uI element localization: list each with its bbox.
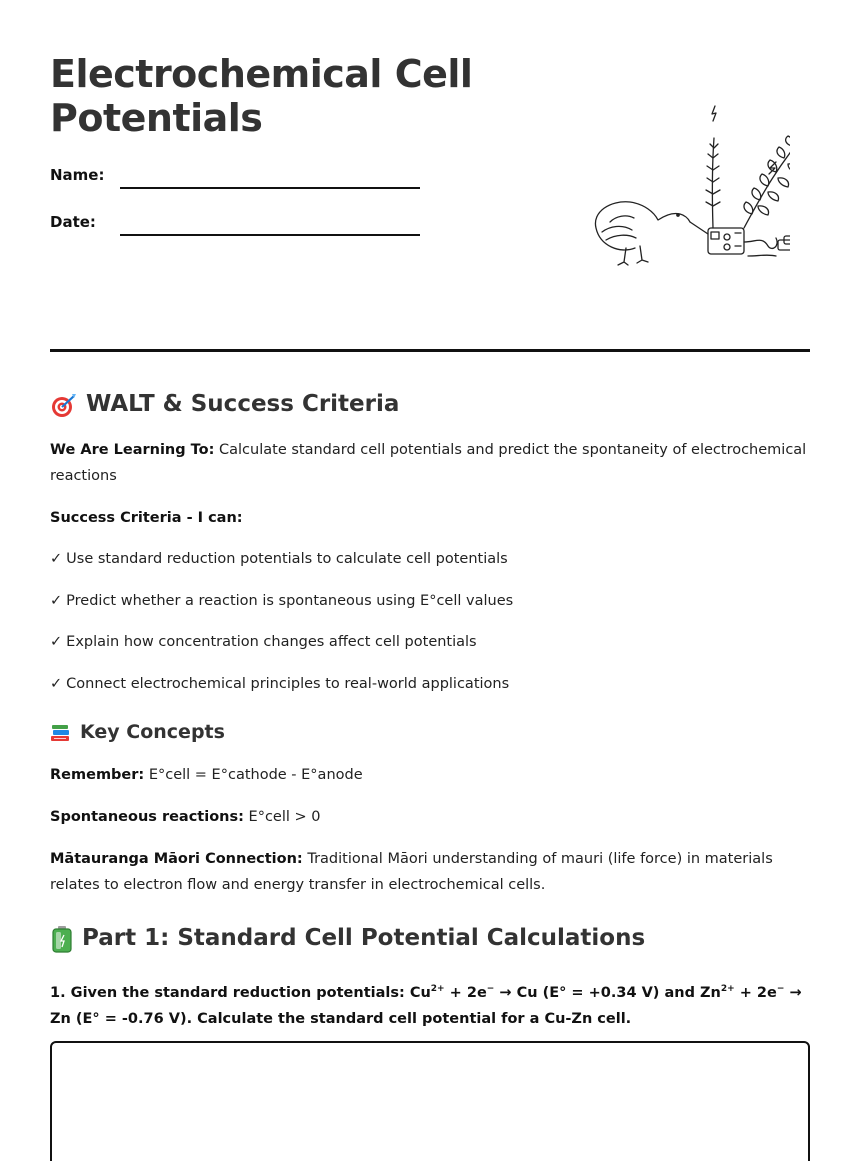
criteria-item <box>50 588 810 614</box>
date-field[interactable] <box>50 213 430 237</box>
question-text: Given the standard reduction potentials: Cu <box>70 984 431 1001</box>
answer-box[interactable] <box>50 1041 810 1161</box>
question-text: + 2e <box>444 984 487 1001</box>
remember-label: Remember: <box>50 767 145 783</box>
question-text: → Zn (E° = -0.76 V). Calculate the standard cell potential for a Cu-Zn cell. <box>50 984 802 1027</box>
key-concepts-heading <box>50 719 225 745</box>
name-label: Name: <box>50 166 105 184</box>
question-1 <box>50 976 810 1032</box>
maori-text: Traditional Māori understanding of mauri (life force) in materials relates to electron flow and energy transfer in electrochemical cells. <box>50 851 773 893</box>
maori-label: Mātauranga Māori Connection: <box>50 851 303 867</box>
spontaneous-label: Spontaneous reactions: <box>50 809 244 825</box>
success-criteria-label-text: Success Criteria - I can: <box>50 510 243 526</box>
key-concepts-heading-text: Key Concepts <box>80 721 225 743</box>
criteria-item <box>50 671 810 697</box>
walt-statement <box>50 437 810 489</box>
checkmark-icon: ✓ <box>50 551 63 567</box>
spontaneous-line <box>50 804 810 830</box>
remember-text: E°cell = E°cathode - E°anode <box>148 767 363 783</box>
kiwi-plant-battery-illustration <box>580 96 790 271</box>
checkmark-icon: ✓ <box>50 593 63 609</box>
header-divider <box>50 349 810 352</box>
spontaneous-text: E°cell > 0 <box>248 809 321 825</box>
criteria-text: Connect electrochemical principles to real-world applications <box>66 676 510 692</box>
criteria-text: Use standard reduction potentials to calculate cell potentials <box>66 551 508 567</box>
criteria-item <box>50 546 810 572</box>
question-text: → Cu (E° = +0.34 V) and Zn <box>494 984 721 1001</box>
books-icon <box>50 723 72 743</box>
battery-icon <box>50 925 74 953</box>
part1-heading <box>50 923 645 953</box>
checkmark-icon: ✓ <box>50 676 63 692</box>
question-number: 1. <box>50 984 66 1001</box>
date-label: Date: <box>50 213 96 231</box>
date-line[interactable] <box>120 234 420 236</box>
criteria-text: Explain how concentration changes affect cell potentials <box>66 634 477 650</box>
name-line[interactable] <box>120 187 420 189</box>
question-text: + 2e <box>734 984 777 1001</box>
criteria-item <box>50 629 810 655</box>
walt-heading <box>50 389 399 419</box>
maori-connection <box>50 846 810 898</box>
charge-superscript: − <box>776 984 785 994</box>
name-field[interactable] <box>50 166 430 190</box>
success-criteria-label <box>50 505 810 531</box>
remember-line <box>50 762 810 788</box>
target-icon <box>50 392 78 418</box>
criteria-text: Predict whether a reaction is spontaneous using E°cell values <box>66 593 514 609</box>
walt-label: We Are Learning To: <box>50 442 215 458</box>
walt-text: Calculate standard cell potentials and predict the spontaneity of electrochemical reactions <box>50 442 807 484</box>
charge-superscript: − <box>486 984 495 994</box>
walt-heading-text: WALT & Success Criteria <box>86 391 400 417</box>
page-title: Electrochemical Cell Potentials <box>50 52 473 140</box>
charge-superscript: 2+ <box>720 984 735 994</box>
checkmark-icon: ✓ <box>50 634 63 650</box>
charge-superscript: 2+ <box>430 984 445 994</box>
part1-heading-text: Part 1: Standard Cell Potential Calculations <box>82 925 646 951</box>
